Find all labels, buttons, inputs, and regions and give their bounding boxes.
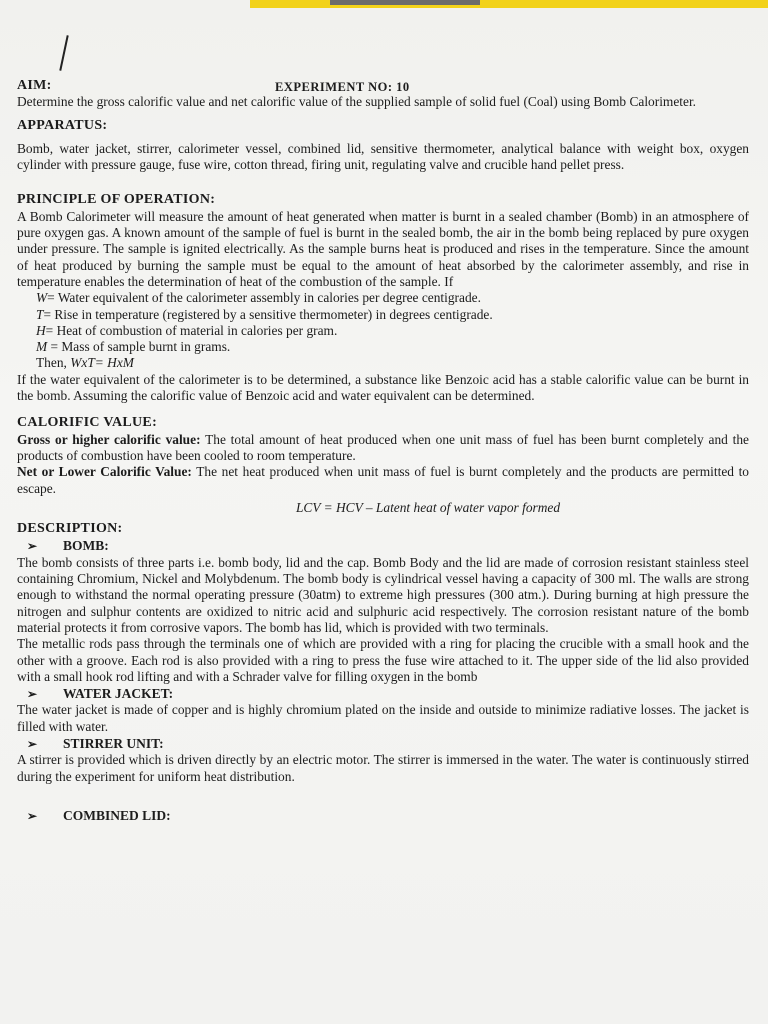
page-title: EXPERIMENT NO: 10 (275, 80, 410, 94)
combined-lid-heading: ➢ COMBINED LID: (27, 807, 171, 823)
arrow-bullet-icon: ➢ (27, 539, 38, 554)
bomb-text-1: The bomb consists of three parts i.e. bomb body, lid and the cap. Bomb Body and the lid are made of corrosion resistant stainless steel containing Chromium, Nickel and Molybdenum. The bomb body is cylindrical vessel having a capacity of 300 ml. The walls are strong enough to withstand the normal operating pressure (30atm) to extreme high pressures (300 atm.). During burning at high pressure the nitrogen and sulphur contents are oxidized to nitric acid and sulphuric acid respectively. The corrosion resistant nature of the bomb material protects it from corrosive vapors. The bomb has lid, which is provided with two terminals. (17, 554, 749, 635)
variable-t: T= Rise in temperature (registered by a sensitive thermometer) in degrees centigrade. (36, 306, 493, 322)
document-body (17, 78, 749, 824)
variable-list (17, 290, 749, 371)
principle-text-2: If the water equivalent of the calorimeter is to be determined, a substance like Benzoic acid has a stable calorific value can be burnt in the bomb. Assuming the calorific value of Benzoic acid and water equivalent can be determined. (17, 371, 749, 404)
formula-line: Then, WxT= HxM (36, 355, 134, 371)
principle-text: A Bomb Calorimeter will measure the amount of heat generated when matter is burnt in a sealed chamber (Bomb) in an atmosphere of pure oxygen gas. A known amount of the sample of fuel is burnt in the sealed bomb, the air in the bomb being replaced by pure oxygen under pressure. The sample is ignited electrically. As the sample burns heat is produced and rises in the temperature. Since the amount of heat produced by burning the sample must be equal to the amount of heat absorbed by the calorimeter assembly, and rise in temperature enables the determination of heat of the combustion of the sample. If (17, 208, 749, 289)
bomb-text-2: The metallic rods pass through the terminals one of which are provided with a ring for placing the crucible with a small hook and the other with a groove. Each rod is also provided with a ring to press the fuse wire attached to it. The upper side of the lid also provided with a small hook rod lifting and with a Schrader valve for filling oxygen in the bomb (17, 636, 749, 684)
net-definition: Net or Lower Calorific Value: The net heat produced when unit mass of fuel is burnt completely and the products are permitted to escape. (17, 464, 749, 496)
stirrer-text: A stirrer is provided which is driven directly by an electric motor. The stirrer is immersed in the water. The water is continuously stirred during the experiment for uniform heat distribution. (17, 752, 749, 784)
bomb-heading: ➢ BOMB: (27, 538, 109, 554)
variable-h: H= Heat of combustion of material in calories per gram. (36, 322, 338, 338)
stirrer-heading: ➢ STIRRER UNIT: (27, 735, 164, 751)
water-jacket-text: The water jacket is made of copper and is highly chromium plated on the inside and outside to minimize radiative losses. The jacket is filled with water. (17, 702, 749, 734)
principle-heading: PRINCIPLE OF OPERATION: (17, 192, 216, 208)
arrow-bullet-icon: ➢ (27, 736, 38, 751)
tape-shadow (330, 0, 480, 5)
apparatus-text: Bomb, water jacket, stirrer, calorimeter vessel, combined lid, sensitive thermometer, analytical balance with weight box, oxygen cylinder with pressure gauge, fuse wire, cotton thread, firing unit, regulating valve and crucible hand pellet press. (17, 140, 749, 173)
apparatus-heading: APPARATUS: (17, 117, 108, 133)
calorific-heading: CALORIFIC VALUE: (17, 415, 158, 431)
aim-heading: AIM: (17, 78, 52, 93)
variable-w: W= Water equivalent of the calorimeter assembly in calories per degree centigrade. (36, 290, 481, 306)
water-jacket-heading: ➢ WATER JACKET: (27, 686, 174, 702)
variable-m: M = Mass of sample burnt in grams. (36, 339, 231, 355)
arrow-bullet-icon: ➢ (27, 687, 38, 702)
gross-definition: Gross or higher calorific value: The total amount of heat produced when one unit mass of fuel has been burnt completely and the products of combustion have been cooled to room temperature. (17, 431, 749, 463)
tape-strip (250, 0, 768, 8)
lcv-equation: LCV = HCV – Latent heat of water vapor formed (295, 499, 561, 515)
pen-mark (59, 35, 68, 71)
aim-text: Determine the gross calorific value and net calorific value of the supplied sample of solid fuel (Coal) using Bomb Calorimeter. (17, 94, 697, 110)
formula: WxT= HxM (70, 355, 134, 371)
description-heading: DESCRIPTION: (17, 521, 123, 537)
arrow-bullet-icon: ➢ (27, 808, 38, 823)
